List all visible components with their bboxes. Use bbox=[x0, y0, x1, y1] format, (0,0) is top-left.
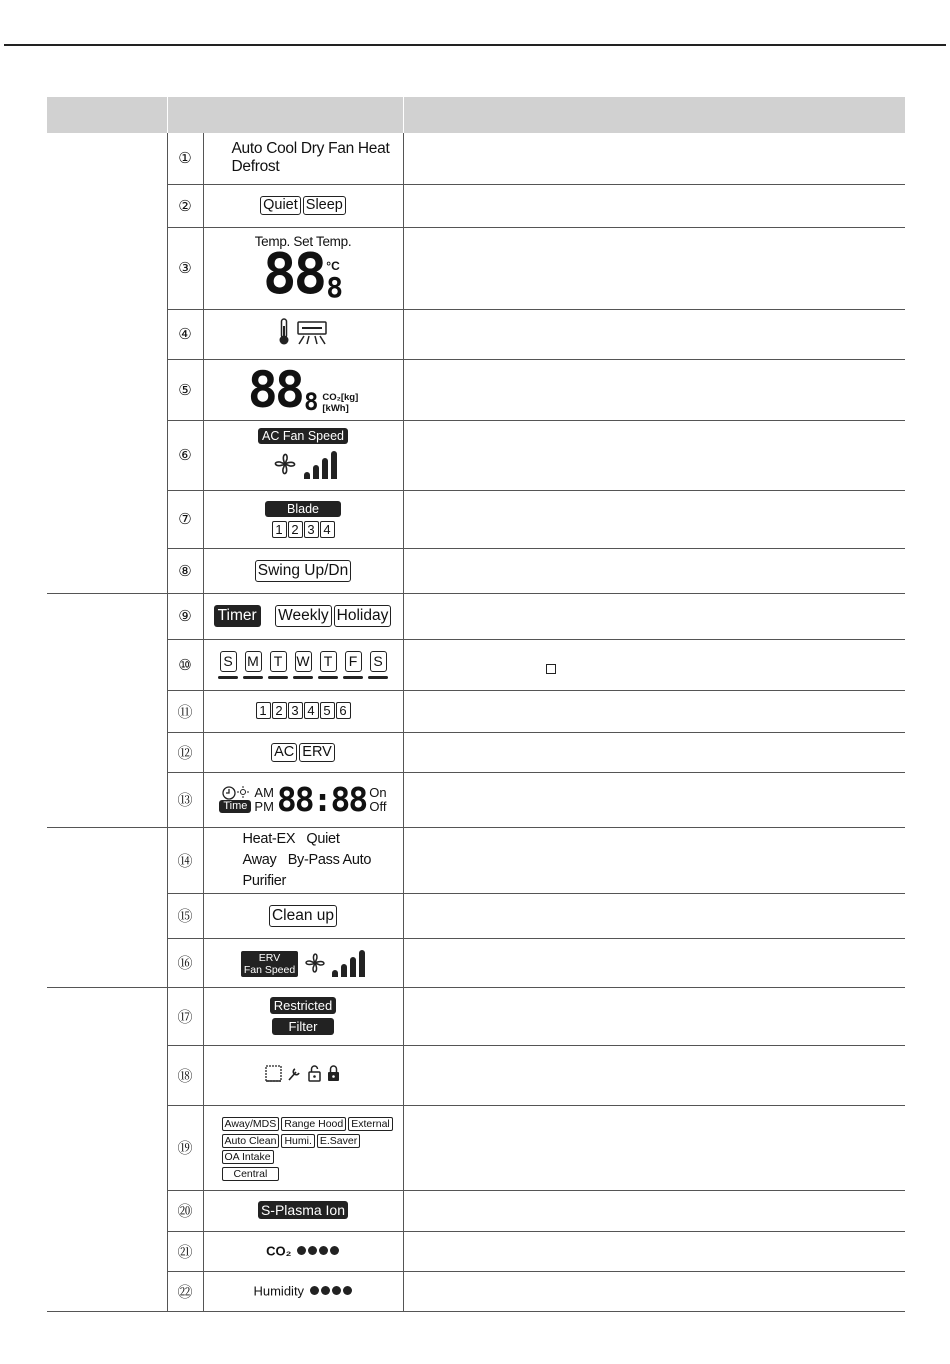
icon-cell bbox=[203, 987, 403, 1045]
table-row bbox=[47, 690, 905, 732]
row-number: ⑲ bbox=[167, 1105, 203, 1190]
auto-clean-indicator: Auto Clean bbox=[222, 1134, 280, 1148]
restricted-label: Restricted bbox=[270, 997, 337, 1014]
icon-cell bbox=[203, 1190, 403, 1231]
table-row bbox=[47, 227, 905, 309]
central-indicator: Central bbox=[222, 1167, 280, 1181]
purifier-label: Purifier bbox=[242, 872, 287, 889]
table-header bbox=[47, 97, 905, 133]
timer-indicator: Timer bbox=[214, 605, 261, 627]
program-6: 6 bbox=[336, 702, 351, 719]
category-cell bbox=[47, 593, 167, 827]
description-cell bbox=[403, 1190, 905, 1231]
table-row bbox=[47, 1045, 905, 1105]
blade-4: 4 bbox=[320, 521, 335, 538]
row-number: ⑫ bbox=[167, 732, 203, 772]
row-number: ⑳ bbox=[167, 1190, 203, 1231]
day-tuesday: T bbox=[268, 651, 288, 679]
table-row bbox=[47, 938, 905, 987]
table-row bbox=[47, 772, 905, 827]
table-row bbox=[47, 420, 905, 490]
s-plasma-ion-label: S-Plasma Ion bbox=[258, 1201, 348, 1219]
clock-icon bbox=[222, 786, 236, 800]
description-cell bbox=[403, 184, 905, 227]
description-cell bbox=[403, 593, 905, 639]
row-number: ⑮ bbox=[167, 893, 203, 938]
kwh-unit: [kWh] bbox=[322, 402, 349, 414]
icon-cell bbox=[203, 827, 403, 893]
energy-digits: 88 bbox=[247, 360, 302, 419]
row-number: ⑪ bbox=[167, 690, 203, 732]
icon-cell bbox=[203, 184, 403, 227]
energy-decimal: 8 bbox=[303, 387, 319, 416]
erv-label: ERV bbox=[258, 952, 281, 964]
day-friday: F bbox=[343, 651, 363, 679]
range-hood-indicator: Range Hood bbox=[281, 1117, 346, 1131]
row-number: ⑨ bbox=[167, 593, 203, 639]
icon-cell bbox=[203, 1231, 403, 1271]
category-cell bbox=[47, 827, 167, 987]
holiday-indicator: Holiday bbox=[334, 605, 392, 627]
co2-label: CO₂ bbox=[266, 1243, 292, 1259]
row-number: ⑥ bbox=[167, 420, 203, 490]
table-row bbox=[47, 359, 905, 420]
humidity-label: Humidity bbox=[253, 1283, 305, 1299]
away-label: Away bbox=[242, 851, 277, 868]
table-row bbox=[47, 893, 905, 938]
unlock-icon bbox=[307, 1064, 322, 1082]
thermometer-icon bbox=[278, 318, 290, 346]
ac-fan-speed-label: AC Fan Speed bbox=[258, 428, 348, 444]
icon-cell bbox=[203, 133, 403, 184]
description-cell bbox=[403, 1105, 905, 1190]
icon-cell bbox=[203, 732, 403, 772]
lock-icon bbox=[326, 1064, 341, 1082]
description-cell bbox=[403, 772, 905, 827]
co2-level-dots bbox=[296, 1242, 340, 1259]
erv-indicator: ERV bbox=[299, 743, 335, 762]
icon-cell bbox=[203, 639, 403, 690]
sun-icon bbox=[237, 786, 249, 798]
icon-cell bbox=[203, 309, 403, 359]
wrench-icon bbox=[286, 1065, 302, 1082]
table-row bbox=[47, 987, 905, 1045]
row-number: ⑩ bbox=[167, 639, 203, 690]
table-row bbox=[47, 1190, 905, 1231]
description-cell bbox=[403, 938, 905, 987]
header-category bbox=[47, 97, 167, 133]
filter-label: Filter bbox=[272, 1018, 335, 1035]
external-indicator: External bbox=[348, 1117, 393, 1131]
table-row bbox=[47, 1231, 905, 1271]
description-cell bbox=[403, 690, 905, 732]
fan-speed-label: Fan Speed bbox=[243, 964, 296, 976]
day-thursday: T bbox=[318, 651, 338, 679]
icon-cell bbox=[203, 227, 403, 309]
oa-intake-indicator: OA Intake bbox=[222, 1150, 274, 1164]
program-1: 1 bbox=[256, 702, 271, 719]
row-number: ④ bbox=[167, 309, 203, 359]
swing-indicator: Swing Up/Dn bbox=[255, 560, 351, 582]
blade-2: 2 bbox=[288, 521, 303, 538]
row-number: ② bbox=[167, 184, 203, 227]
filter-icon bbox=[265, 1065, 282, 1082]
header-description bbox=[403, 97, 905, 133]
temp-unit: °C bbox=[326, 258, 340, 273]
blade-3: 3 bbox=[304, 521, 319, 538]
row-number: ⑭ bbox=[167, 827, 203, 893]
blade-1: 1 bbox=[272, 521, 287, 538]
time-label: Time bbox=[219, 800, 251, 813]
icon-cell bbox=[203, 938, 403, 987]
description-cell bbox=[403, 639, 905, 690]
day-saturday: S bbox=[368, 651, 388, 679]
fan-icon bbox=[301, 949, 329, 977]
icon-cell bbox=[203, 690, 403, 732]
program-2: 2 bbox=[272, 702, 287, 719]
table-row bbox=[47, 639, 905, 690]
erv-fan-speed-bars bbox=[332, 950, 365, 977]
row-number: ⑤ bbox=[167, 359, 203, 420]
erv-quiet-label: Quiet bbox=[306, 830, 340, 847]
placeholder-square bbox=[546, 664, 556, 674]
off-label: Off bbox=[369, 798, 387, 814]
icon-cell bbox=[203, 893, 403, 938]
description-cell bbox=[403, 827, 905, 893]
away-mds-indicator: Away/MDS bbox=[222, 1117, 280, 1131]
program-4: 4 bbox=[304, 702, 319, 719]
icon-cell bbox=[203, 1271, 403, 1311]
description-cell bbox=[403, 548, 905, 593]
day-monday: M bbox=[243, 651, 263, 679]
fan-icon bbox=[270, 449, 300, 479]
humidity-level-dots bbox=[309, 1282, 353, 1299]
description-cell bbox=[403, 359, 905, 420]
temp-digits: 88 bbox=[262, 241, 325, 307]
co2-unit: CO₂[kg] bbox=[322, 391, 359, 403]
table-row bbox=[47, 1105, 905, 1190]
indoor-unit-icon bbox=[296, 320, 328, 346]
table-row bbox=[47, 490, 905, 548]
table-row bbox=[47, 827, 905, 893]
top-rule bbox=[4, 44, 946, 46]
icon-cell bbox=[203, 772, 403, 827]
row-number: ⑰ bbox=[167, 987, 203, 1045]
clean-up-indicator: Clean up bbox=[269, 905, 337, 927]
icon-cell bbox=[203, 359, 403, 420]
row-number: ⑬ bbox=[167, 772, 203, 827]
description-cell bbox=[403, 987, 905, 1045]
description-cell bbox=[403, 133, 905, 184]
category-cell bbox=[47, 133, 167, 593]
ac-fan-speed-bars bbox=[304, 451, 337, 479]
row-number: ⑧ bbox=[167, 548, 203, 593]
ac-indicator: AC bbox=[271, 743, 297, 762]
temp-decimal: 8 bbox=[326, 270, 344, 304]
table-row bbox=[47, 184, 905, 227]
description-cell bbox=[403, 420, 905, 490]
blade-label: Blade bbox=[265, 501, 341, 517]
description-cell bbox=[403, 893, 905, 938]
header-number bbox=[167, 97, 403, 133]
description-cell bbox=[403, 1045, 905, 1105]
sleep-indicator: Sleep bbox=[303, 196, 346, 215]
table-row bbox=[47, 593, 905, 639]
display-table bbox=[47, 97, 905, 1312]
mode-labels: Auto Cool Dry Fan Heat bbox=[231, 140, 390, 158]
row-number: ㉒ bbox=[167, 1271, 203, 1311]
bypass-auto-label: By-Pass Auto bbox=[287, 851, 372, 868]
table-row bbox=[47, 309, 905, 359]
description-cell bbox=[403, 1271, 905, 1311]
row-number: ㉑ bbox=[167, 1231, 203, 1271]
weekly-indicator: Weekly bbox=[275, 605, 332, 627]
icon-cell bbox=[203, 1045, 403, 1105]
icon-cell bbox=[203, 593, 403, 639]
on-label: On bbox=[369, 784, 387, 800]
clock-digits: 88:88 bbox=[276, 779, 367, 819]
row-number: ③ bbox=[167, 227, 203, 309]
program-3: 3 bbox=[288, 702, 303, 719]
icon-cell bbox=[203, 1105, 403, 1190]
row-number: ⑱ bbox=[167, 1045, 203, 1105]
description-cell bbox=[403, 1231, 905, 1271]
icon-cell bbox=[203, 548, 403, 593]
table-row bbox=[47, 548, 905, 593]
row-number: ⑦ bbox=[167, 490, 203, 548]
humi-indicator: Humi. bbox=[281, 1134, 314, 1148]
am-label: AM bbox=[254, 784, 274, 800]
day-sunday: S bbox=[218, 651, 238, 679]
icon-cell bbox=[203, 490, 403, 548]
table-row bbox=[47, 732, 905, 772]
program-5: 5 bbox=[320, 702, 335, 719]
quiet-indicator: Quiet bbox=[260, 196, 301, 215]
description-cell bbox=[403, 732, 905, 772]
icon-cell bbox=[203, 420, 403, 490]
row-number: ① bbox=[167, 133, 203, 184]
temp-label: Temp. Set Temp. bbox=[254, 233, 352, 249]
table-row bbox=[47, 133, 905, 184]
e-saver-indicator: E.Saver bbox=[317, 1134, 360, 1148]
defrost-label: Defrost bbox=[231, 158, 280, 176]
row-number: ⑯ bbox=[167, 938, 203, 987]
description-cell bbox=[403, 490, 905, 548]
category-cell bbox=[47, 987, 167, 1311]
day-wednesday: W bbox=[293, 651, 313, 679]
heat-ex-label: Heat-EX bbox=[242, 830, 296, 847]
pm-label: PM bbox=[254, 798, 274, 814]
description-cell bbox=[403, 227, 905, 309]
table-row bbox=[47, 1271, 905, 1311]
description-cell bbox=[403, 309, 905, 359]
